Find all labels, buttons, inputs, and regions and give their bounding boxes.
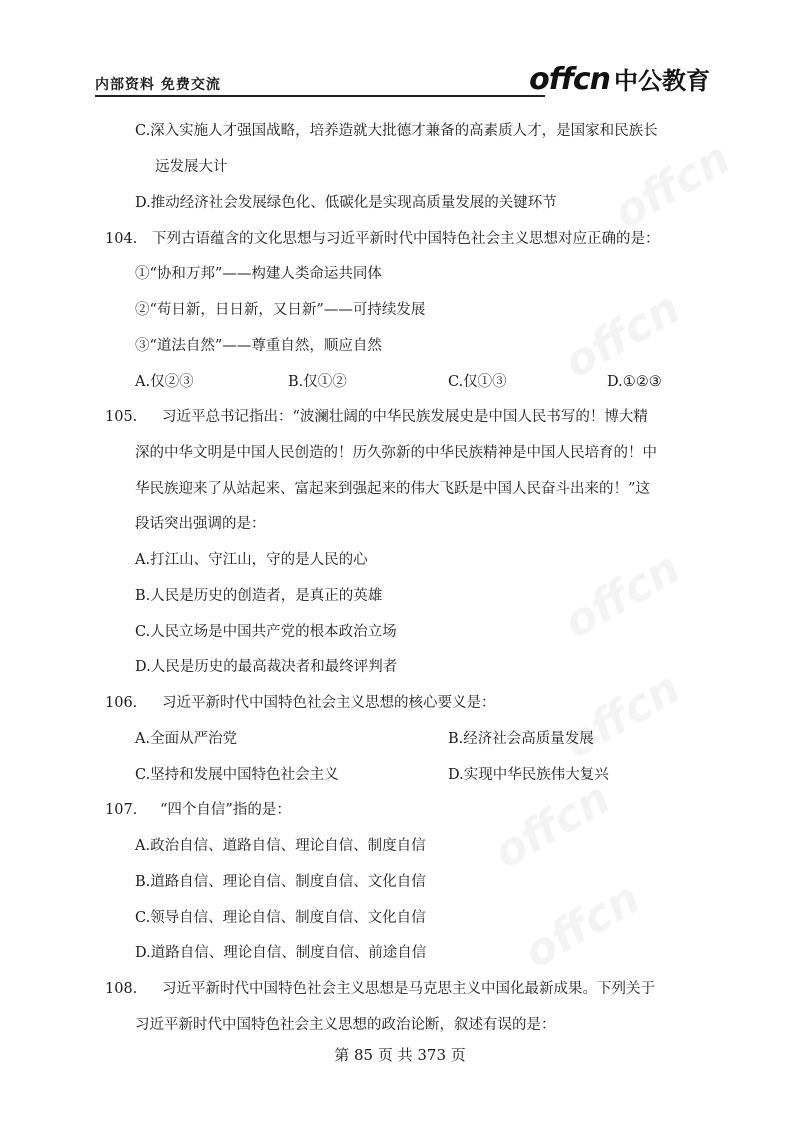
- watermark: [606, 132, 739, 238]
- question-105-text-1: 习近平总书记指出：“波澜壮阔的中华民族发展史是中国人民书写的！博大精: [162, 409, 648, 425]
- question-105-option-b: B.人民是历史的创造者，是真正的英雄: [135, 588, 383, 604]
- watermark: [486, 772, 619, 878]
- question-104-text: 下列古语蕴含的文化思想与习近平新时代中国特色社会主义思想对应正确的是：: [152, 231, 660, 247]
- option-c-continued: C.深入实施人才强国战略，培养造就大批德才兼备的高素质人才，是国家和民族长: [135, 123, 658, 139]
- question-105-text-3: 华民族迎来了从站起来、富起来到强起来的伟大飞跃是中国人民奋斗出来的！”这: [135, 481, 650, 497]
- header-rule: [95, 95, 545, 97]
- question-number-105: 105.: [105, 409, 138, 425]
- logo-mark: offcn: [529, 62, 610, 97]
- question-105-option-c: C.人民立场是中国共产党的根本政治立场: [135, 624, 397, 640]
- question-104-item-2: ②“苟日新，日日新，又日新”——可持续发展: [135, 302, 426, 318]
- question-number-106: 106.: [105, 695, 138, 711]
- offcn-logo: [529, 60, 710, 96]
- watermark: [556, 542, 689, 648]
- question-106-text: 习近平新时代中国特色社会主义思想的核心要义是：: [162, 695, 496, 711]
- question-107-option-b: B.道路自信、理论自信、制度自信、文化自信: [135, 874, 426, 890]
- question-107-option-a: A.政治自信、道路自信、理论自信、制度自信: [135, 838, 426, 854]
- question-104-item-3: ③“道法自然”——尊重自然，顺应自然: [135, 338, 382, 354]
- logo-chinese: 中公教育: [614, 67, 710, 95]
- question-105-text-2: 深的中华文明是中国人民创造的！历久弥新的中华民族精神是中国人民培育的！中: [135, 445, 657, 461]
- question-107-option-d: D.道路自信、理论自信、制度自信、前途自信: [135, 945, 427, 961]
- question-number-108: 108.: [105, 981, 138, 997]
- question-107-option-c: C.领导自信、理论自信、制度自信、文化自信: [135, 910, 426, 926]
- question-105-text-4: 段话突出强调的是：: [135, 516, 266, 532]
- question-106-option-a: A.全面从严治党: [135, 731, 238, 747]
- question-107-text: “四个自信”指的是：: [160, 802, 291, 818]
- question-105-option-a: A.打江山、守江山，守的是人民的心: [135, 552, 368, 568]
- question-106-option-b: B.经济社会高质量发展: [448, 731, 594, 747]
- question-104-option-b: B.仅①②: [288, 374, 347, 390]
- page-header: [95, 62, 710, 96]
- option-d-previous: D.推动经济社会发展绿色化、低碳化是实现高质量发展的关键环节: [135, 195, 557, 211]
- question-number-104: 104.: [105, 231, 138, 247]
- question-105-option-d: D.人民是历史的最高裁决者和最终评判者: [135, 659, 398, 675]
- watermark: [516, 872, 649, 978]
- question-104-option-a: A.仅②③: [135, 374, 194, 390]
- question-106-option-d: D.实现中华民族伟大复兴: [448, 767, 609, 783]
- question-104-option-d: D.①②③: [607, 374, 662, 390]
- question-106-option-c: C.坚持和发展中国特色社会主义: [135, 767, 339, 783]
- question-108-text-2: 习近平新时代中国特色社会主义思想的政治论断，叙述有误的是：: [135, 1017, 556, 1033]
- question-104-item-1: ①“协和万邦”——构建人类命运共同体: [135, 266, 382, 282]
- header-label: 内部资料 免费交流: [95, 77, 221, 93]
- option-c-continued-line2: 远发展大计: [155, 159, 228, 175]
- question-number-107: 107.: [105, 802, 138, 818]
- question-108-text-1: 习近平新时代中国特色社会主义思想是马克思主义中国化最新成果。下列关于: [162, 981, 655, 997]
- watermark: [556, 662, 689, 768]
- page-footer: 第 85 页 共 373 页: [334, 1046, 466, 1064]
- question-104-option-c: C.仅①③: [448, 374, 507, 390]
